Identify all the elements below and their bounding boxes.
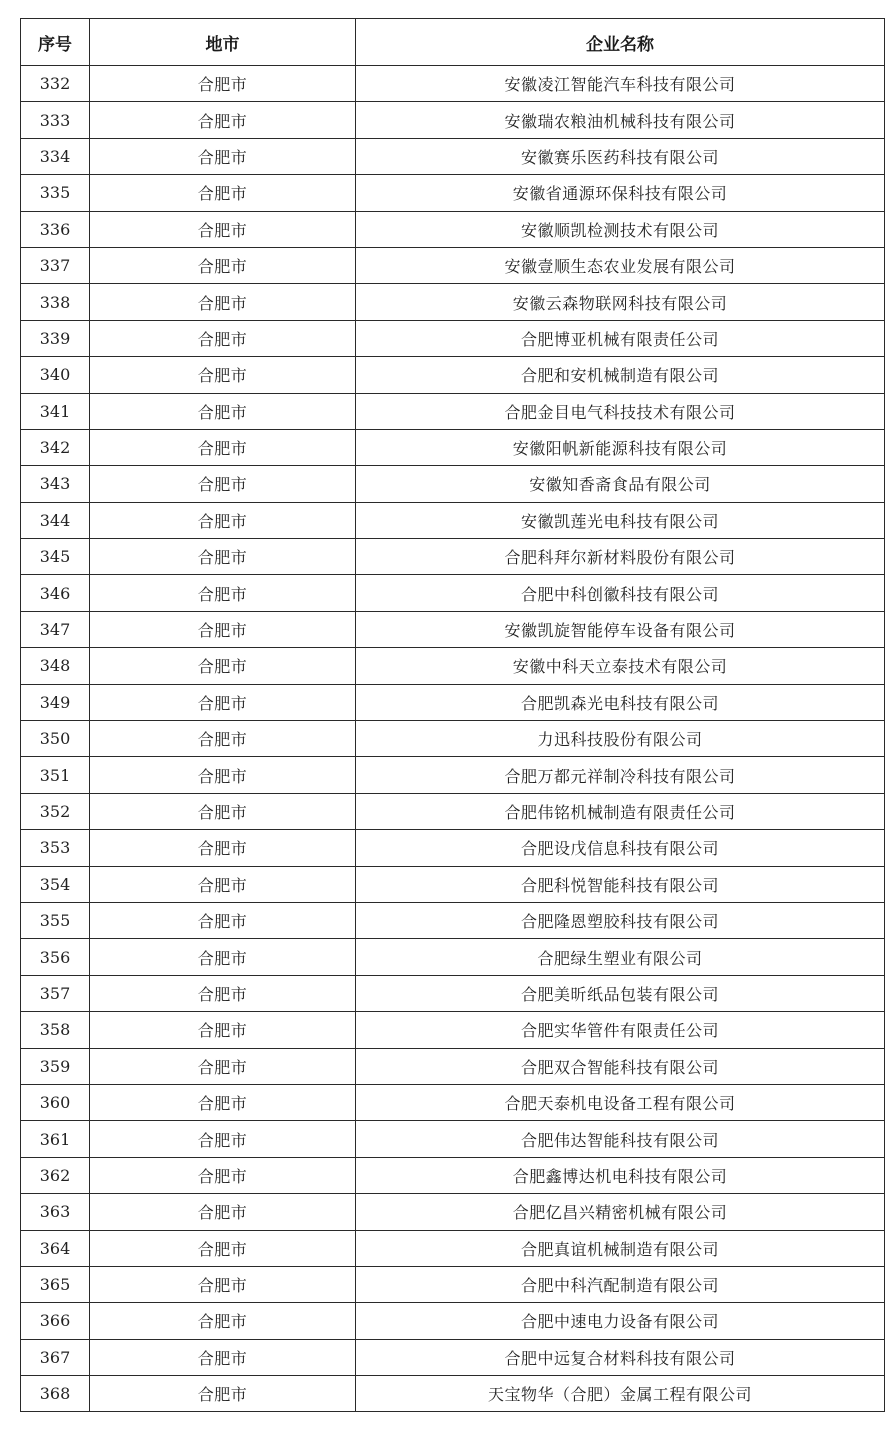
- cell-serial-number: 335: [21, 175, 90, 211]
- cell-serial-number: 354: [21, 866, 90, 902]
- cell-serial-number: 353: [21, 830, 90, 866]
- table-row: [21, 102, 885, 138]
- cell-city: 合肥市: [90, 393, 356, 429]
- cell-city: 合肥市: [90, 284, 356, 320]
- cell-city: 合肥市: [90, 502, 356, 538]
- cell-city: 合肥市: [90, 939, 356, 975]
- cell-city: 合肥市: [90, 975, 356, 1011]
- cell-company-name: 安徽凯莲光电科技有限公司: [356, 502, 885, 538]
- cell-serial-number: 364: [21, 1230, 90, 1266]
- table-row: [21, 575, 885, 611]
- table-row: [21, 684, 885, 720]
- cell-serial-number: 341: [21, 393, 90, 429]
- table-row: [21, 502, 885, 538]
- cell-city: 合肥市: [90, 866, 356, 902]
- cell-company-name: 安徽阳帆新能源科技有限公司: [356, 429, 885, 465]
- table-body: [21, 66, 885, 1412]
- cell-company-name: 合肥隆恩塑胶科技有限公司: [356, 902, 885, 938]
- cell-serial-number: 360: [21, 1084, 90, 1120]
- cell-city: 合肥市: [90, 1157, 356, 1193]
- cell-serial-number: 367: [21, 1339, 90, 1375]
- cell-serial-number: 343: [21, 466, 90, 502]
- table-row: [21, 1376, 885, 1412]
- cell-serial-number: 359: [21, 1048, 90, 1084]
- table-row: [21, 66, 885, 102]
- table-row: [21, 211, 885, 247]
- cell-city: 合肥市: [90, 1339, 356, 1375]
- cell-city: 合肥市: [90, 757, 356, 793]
- cell-serial-number: 351: [21, 757, 90, 793]
- cell-company-name: 安徽凌江智能汽车科技有限公司: [356, 66, 885, 102]
- cell-company-name: 安徽中科天立泰技术有限公司: [356, 648, 885, 684]
- cell-city: 合肥市: [90, 1266, 356, 1302]
- cell-company-name: 安徽瑞农粮油机械科技有限公司: [356, 102, 885, 138]
- table-row: [21, 357, 885, 393]
- table-row: [21, 902, 885, 938]
- cell-city: 合肥市: [90, 1303, 356, 1339]
- cell-company-name: 合肥科拜尔新材料股份有限公司: [356, 539, 885, 575]
- cell-company-name: 力迅科技股份有限公司: [356, 721, 885, 757]
- cell-company-name: 合肥和安机械制造有限公司: [356, 357, 885, 393]
- table-row: [21, 138, 885, 174]
- cell-company-name: 合肥凯森光电科技有限公司: [356, 684, 885, 720]
- cell-company-name: 合肥实华管件有限责任公司: [356, 1012, 885, 1048]
- table-row: [21, 830, 885, 866]
- cell-city: 合肥市: [90, 1194, 356, 1230]
- cell-serial-number: 366: [21, 1303, 90, 1339]
- cell-city: 合肥市: [90, 138, 356, 174]
- table-row: [21, 539, 885, 575]
- cell-serial-number: 350: [21, 721, 90, 757]
- cell-company-name: 安徽凯旋智能停车设备有限公司: [356, 611, 885, 647]
- table-row: [21, 1121, 885, 1157]
- cell-serial-number: 344: [21, 502, 90, 538]
- cell-city: 合肥市: [90, 648, 356, 684]
- cell-company-name: 合肥万都元祥制冷科技有限公司: [356, 757, 885, 793]
- cell-serial-number: 358: [21, 1012, 90, 1048]
- enterprise-table-container: [20, 18, 884, 1412]
- cell-company-name: 安徽顺凯检测技术有限公司: [356, 211, 885, 247]
- header-serial-number: 序号: [21, 19, 90, 66]
- cell-city: 合肥市: [90, 830, 356, 866]
- cell-city: 合肥市: [90, 1012, 356, 1048]
- cell-company-name: 合肥鑫博达机电科技有限公司: [356, 1157, 885, 1193]
- table-row: [21, 975, 885, 1011]
- cell-company-name: 合肥科悦智能科技有限公司: [356, 866, 885, 902]
- cell-company-name: 合肥亿昌兴精密机械有限公司: [356, 1194, 885, 1230]
- cell-company-name: 合肥伟达智能科技有限公司: [356, 1121, 885, 1157]
- cell-serial-number: 355: [21, 902, 90, 938]
- cell-city: 合肥市: [90, 175, 356, 211]
- cell-city: 合肥市: [90, 466, 356, 502]
- cell-city: 合肥市: [90, 320, 356, 356]
- cell-city: 合肥市: [90, 429, 356, 465]
- cell-serial-number: 361: [21, 1121, 90, 1157]
- cell-city: 合肥市: [90, 1121, 356, 1157]
- table-row: [21, 1303, 885, 1339]
- cell-serial-number: 339: [21, 320, 90, 356]
- cell-company-name: 合肥中科创徽科技有限公司: [356, 575, 885, 611]
- cell-serial-number: 362: [21, 1157, 90, 1193]
- table-row: [21, 866, 885, 902]
- cell-serial-number: 342: [21, 429, 90, 465]
- cell-company-name: 合肥双合智能科技有限公司: [356, 1048, 885, 1084]
- cell-serial-number: 368: [21, 1376, 90, 1412]
- cell-city: 合肥市: [90, 539, 356, 575]
- table-row: [21, 1266, 885, 1302]
- cell-city: 合肥市: [90, 357, 356, 393]
- cell-city: 合肥市: [90, 1048, 356, 1084]
- enterprise-table: [20, 18, 885, 1412]
- cell-company-name: 天宝物华（合肥）金属工程有限公司: [356, 1376, 885, 1412]
- cell-company-name: 合肥绿生塑业有限公司: [356, 939, 885, 975]
- table-row: [21, 1339, 885, 1375]
- table-row: [21, 320, 885, 356]
- cell-serial-number: 332: [21, 66, 90, 102]
- cell-serial-number: 346: [21, 575, 90, 611]
- cell-serial-number: 363: [21, 1194, 90, 1230]
- table-row: [21, 1194, 885, 1230]
- cell-serial-number: 338: [21, 284, 90, 320]
- cell-company-name: 安徽云森物联网科技有限公司: [356, 284, 885, 320]
- table-row: [21, 284, 885, 320]
- table-row: [21, 1012, 885, 1048]
- table-row: [21, 247, 885, 283]
- cell-city: 合肥市: [90, 1084, 356, 1120]
- cell-city: 合肥市: [90, 102, 356, 138]
- cell-company-name: 合肥中速电力设备有限公司: [356, 1303, 885, 1339]
- cell-company-name: 合肥金目电气科技技术有限公司: [356, 393, 885, 429]
- cell-company-name: 合肥美昕纸品包装有限公司: [356, 975, 885, 1011]
- cell-city: 合肥市: [90, 1230, 356, 1266]
- table-row: [21, 1230, 885, 1266]
- table-row: [21, 393, 885, 429]
- cell-company-name: 合肥中科汽配制造有限公司: [356, 1266, 885, 1302]
- cell-city: 合肥市: [90, 211, 356, 247]
- cell-company-name: 合肥博亚机械有限责任公司: [356, 320, 885, 356]
- table-row: [21, 757, 885, 793]
- cell-company-name: 安徽知香斋食品有限公司: [356, 466, 885, 502]
- table-row: [21, 1084, 885, 1120]
- cell-company-name: 合肥设戊信息科技有限公司: [356, 830, 885, 866]
- cell-serial-number: 345: [21, 539, 90, 575]
- table-row: [21, 648, 885, 684]
- cell-serial-number: 356: [21, 939, 90, 975]
- cell-city: 合肥市: [90, 793, 356, 829]
- cell-serial-number: 340: [21, 357, 90, 393]
- header-company-name: 企业名称: [356, 19, 885, 66]
- cell-company-name: 安徽壹顺生态农业发展有限公司: [356, 247, 885, 283]
- table-row: [21, 175, 885, 211]
- table-row: [21, 1157, 885, 1193]
- cell-company-name: 合肥真谊机械制造有限公司: [356, 1230, 885, 1266]
- cell-city: 合肥市: [90, 1376, 356, 1412]
- cell-company-name: 合肥中远复合材料科技有限公司: [356, 1339, 885, 1375]
- header-city: 地市: [90, 19, 356, 66]
- table-row: [21, 429, 885, 465]
- cell-serial-number: 334: [21, 138, 90, 174]
- table-row: [21, 1048, 885, 1084]
- table-row: [21, 721, 885, 757]
- table-row: [21, 939, 885, 975]
- table-header-row: [21, 19, 885, 66]
- cell-city: 合肥市: [90, 247, 356, 283]
- table-row: [21, 611, 885, 647]
- table-row: [21, 466, 885, 502]
- cell-company-name: 安徽省通源环保科技有限公司: [356, 175, 885, 211]
- cell-serial-number: 349: [21, 684, 90, 720]
- cell-city: 合肥市: [90, 902, 356, 938]
- cell-serial-number: 365: [21, 1266, 90, 1302]
- cell-serial-number: 352: [21, 793, 90, 829]
- cell-serial-number: 337: [21, 247, 90, 283]
- cell-serial-number: 333: [21, 102, 90, 138]
- cell-company-name: 安徽赛乐医药科技有限公司: [356, 138, 885, 174]
- cell-serial-number: 347: [21, 611, 90, 647]
- table-row: [21, 793, 885, 829]
- cell-serial-number: 357: [21, 975, 90, 1011]
- cell-city: 合肥市: [90, 66, 356, 102]
- cell-city: 合肥市: [90, 684, 356, 720]
- cell-company-name: 合肥伟铭机械制造有限责任公司: [356, 793, 885, 829]
- cell-serial-number: 336: [21, 211, 90, 247]
- cell-city: 合肥市: [90, 611, 356, 647]
- cell-serial-number: 348: [21, 648, 90, 684]
- cell-company-name: 合肥天泰机电设备工程有限公司: [356, 1084, 885, 1120]
- cell-city: 合肥市: [90, 721, 356, 757]
- cell-city: 合肥市: [90, 575, 356, 611]
